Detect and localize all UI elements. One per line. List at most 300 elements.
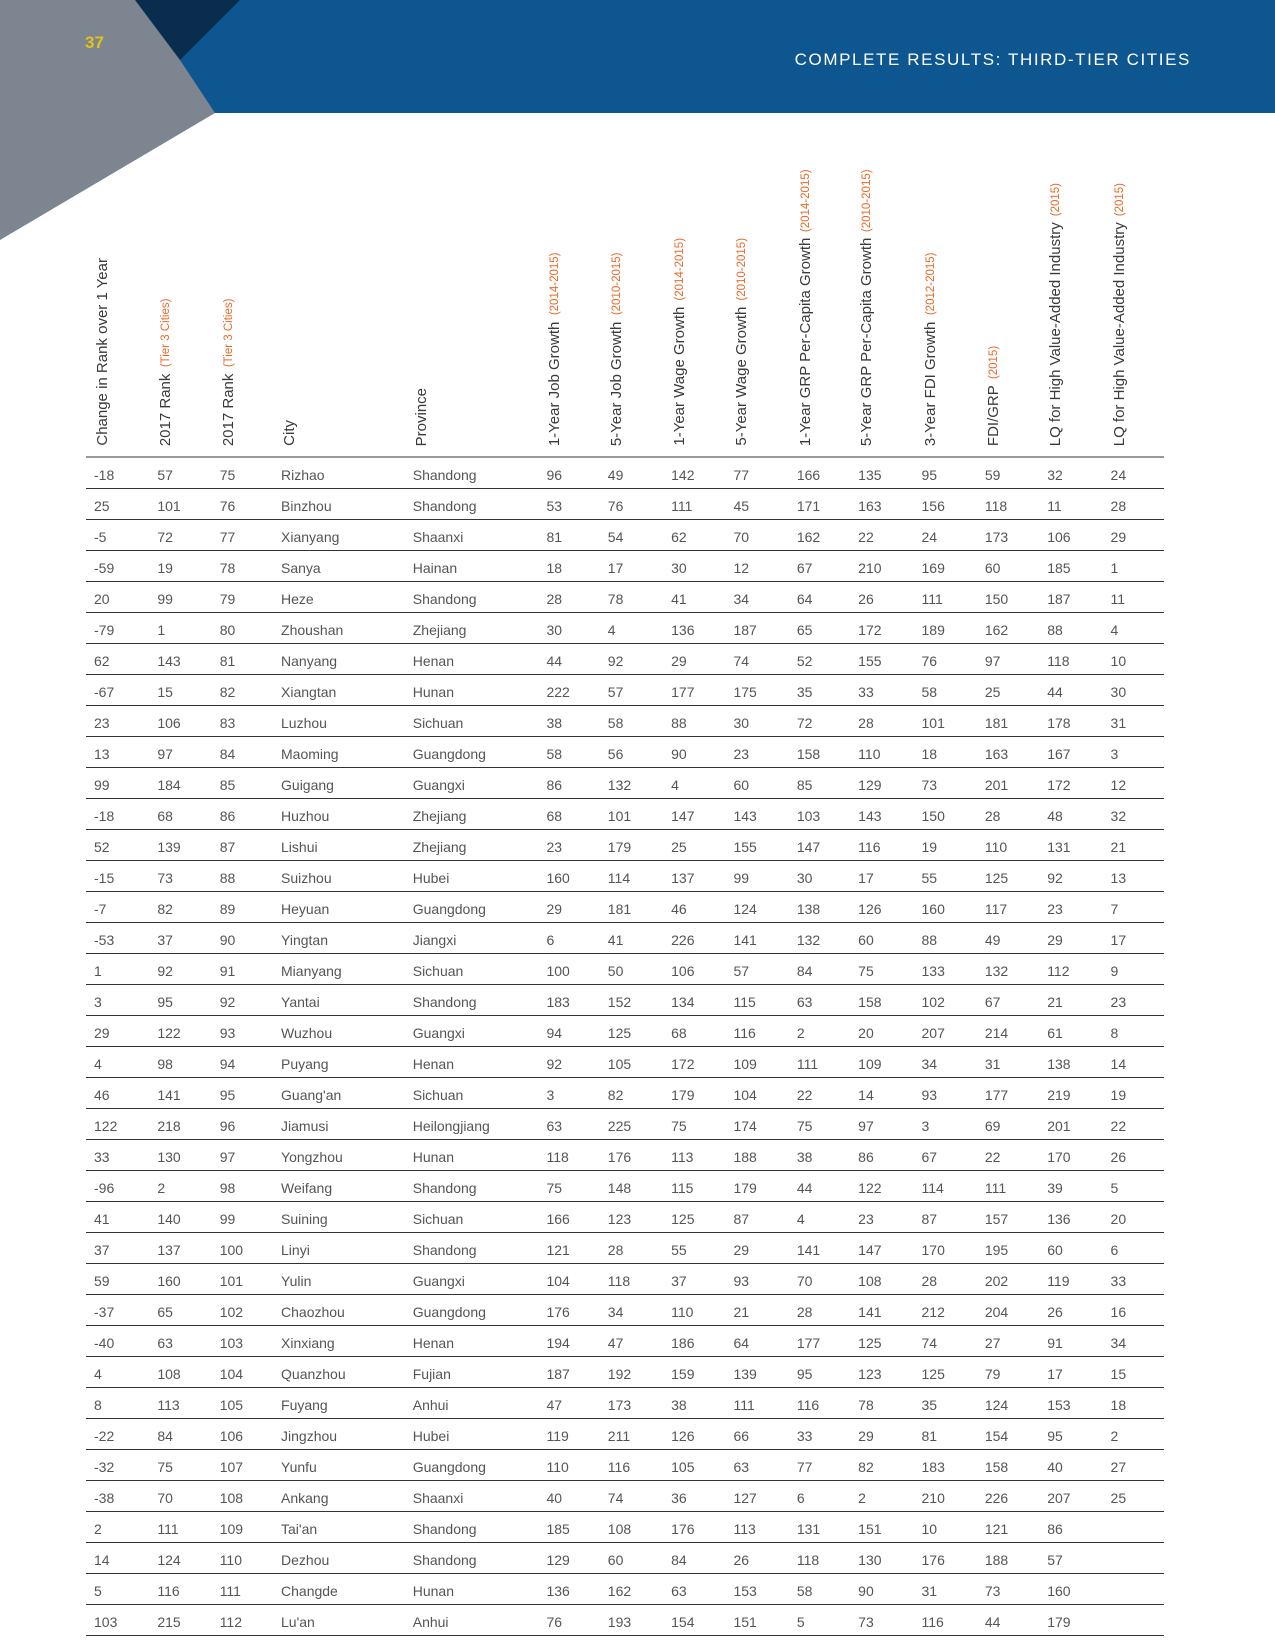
table-cell: 219 <box>1039 1078 1102 1109</box>
table-cell: 17 <box>600 551 663 582</box>
table-cell: 99 <box>149 582 211 613</box>
table-cell: 36 <box>663 1481 725 1512</box>
table-cell: 78 <box>850 1388 913 1419</box>
table-cell: 117 <box>977 892 1039 923</box>
table-cell: 84 <box>149 1419 211 1450</box>
table-cell: 25 <box>977 675 1039 706</box>
table-row <box>86 799 1164 830</box>
table-cell: 63 <box>725 1450 788 1481</box>
table-row <box>86 1295 1164 1326</box>
table-cell: Jingzhou <box>273 1419 405 1450</box>
table-cell: 166 <box>789 457 850 489</box>
table-cell: 103 <box>212 1326 273 1357</box>
table-cell: 74 <box>600 1481 663 1512</box>
table-cell: 100 <box>212 1233 273 1264</box>
table-cell: 116 <box>914 1605 977 1636</box>
table-cell: 118 <box>600 1264 663 1295</box>
table-cell: 48 <box>1039 799 1102 830</box>
table-cell: 52 <box>789 644 850 675</box>
table-cell: 106 <box>149 706 211 737</box>
table-cell: 56 <box>600 737 663 768</box>
table-cell: 64 <box>725 1326 788 1357</box>
table-cell <box>1103 1605 1164 1636</box>
table-row <box>86 675 1164 706</box>
table-cell: 186 <box>663 1326 725 1357</box>
table-cell: 84 <box>212 737 273 768</box>
table-cell: 123 <box>600 1202 663 1233</box>
table-cell: Yingtan <box>273 923 405 954</box>
column-header-label: City <box>281 420 299 446</box>
table-cell: 22 <box>977 1140 1039 1171</box>
table-cell: Shaanxi <box>405 1481 539 1512</box>
table-cell: 176 <box>914 1543 977 1574</box>
table-cell: 78 <box>600 582 663 613</box>
table-cell: 72 <box>149 520 211 551</box>
table-cell: 105 <box>663 1450 725 1481</box>
table-cell: 41 <box>86 1202 149 1233</box>
table-cell: 97 <box>149 737 211 768</box>
table-cell: 185 <box>1039 551 1102 582</box>
table-cell: 46 <box>663 892 725 923</box>
table-cell: Shaanxi <box>405 520 539 551</box>
table-cell: Guangdong <box>405 892 539 923</box>
table-cell: 28 <box>789 1295 850 1326</box>
table-cell: 37 <box>149 923 211 954</box>
table-cell: 5 <box>789 1605 850 1636</box>
table-cell: 73 <box>149 861 211 892</box>
table-cell: 160 <box>914 892 977 923</box>
table-cell: 202 <box>977 1264 1039 1295</box>
table-cell: 88 <box>1039 613 1102 644</box>
table-cell: 60 <box>600 1543 663 1574</box>
table-cell: 24 <box>1103 457 1164 489</box>
table-cell: Heyuan <box>273 892 405 923</box>
table-cell: 194 <box>538 1326 599 1357</box>
table-cell: 140 <box>149 1202 211 1233</box>
table-cell: 14 <box>850 1078 913 1109</box>
column-header <box>977 146 1039 457</box>
column-header-sublabel: (2015) <box>987 345 1000 380</box>
table-cell: 119 <box>538 1419 599 1450</box>
table-cell: 30 <box>538 613 599 644</box>
table-cell: 158 <box>789 737 850 768</box>
column-header-label: 2017 Rank <box>157 373 175 446</box>
table-cell: 116 <box>149 1574 211 1605</box>
table-row <box>86 1078 1164 1109</box>
table-cell: Shandong <box>405 1543 539 1574</box>
column-header-label: 5-Year Job Growth <box>607 321 625 446</box>
table-cell: Sichuan <box>405 1202 539 1233</box>
table-cell: 77 <box>212 520 273 551</box>
table-cell: Chaozhou <box>273 1295 405 1326</box>
table-cell: 95 <box>149 985 211 1016</box>
column-header-sublabel: (Tier 3 Cities) <box>222 298 235 368</box>
table-cell: 114 <box>600 861 663 892</box>
table-cell: 87 <box>725 1202 788 1233</box>
table-cell: 108 <box>850 1264 913 1295</box>
table-cell: 99 <box>725 861 788 892</box>
table-cell: 3 <box>1103 737 1164 768</box>
table-cell: 162 <box>789 520 850 551</box>
table-cell: 201 <box>1039 1109 1102 1140</box>
table-cell: 68 <box>538 799 599 830</box>
table-cell: 78 <box>212 551 273 582</box>
table-cell: 225 <box>600 1109 663 1140</box>
table-cell: Guangdong <box>405 1295 539 1326</box>
table-cell: 122 <box>850 1171 913 1202</box>
table-cell: 34 <box>914 1047 977 1078</box>
table-cell: 68 <box>663 1016 725 1047</box>
table-cell: 111 <box>725 1388 788 1419</box>
table-cell: 167 <box>1039 737 1102 768</box>
table-cell: Shandong <box>405 489 539 520</box>
table-cell: 154 <box>663 1605 725 1636</box>
table-cell: 93 <box>725 1264 788 1295</box>
table-cell: Hubei <box>405 861 539 892</box>
table-row <box>86 489 1164 520</box>
table-cell: Fujian <box>405 1357 539 1388</box>
table-cell: -22 <box>86 1419 149 1450</box>
table-cell: 136 <box>663 613 725 644</box>
table-cell: 91 <box>1039 1326 1102 1357</box>
table-cell: 147 <box>789 830 850 861</box>
table-cell: 38 <box>538 706 599 737</box>
table-cell: Lu'an <box>273 1605 405 1636</box>
table-row <box>86 1543 1164 1574</box>
table-cell: 126 <box>663 1419 725 1450</box>
table-cell: 64 <box>789 582 850 613</box>
table-cell: 130 <box>149 1140 211 1171</box>
table-cell: 2 <box>789 1016 850 1047</box>
table-cell: 90 <box>850 1574 913 1605</box>
column-header <box>725 146 788 457</box>
table-cell: Yunfu <box>273 1450 405 1481</box>
table-row <box>86 706 1164 737</box>
column-header-label: 1-Year Wage Growth <box>671 307 689 446</box>
table-cell: 58 <box>538 737 599 768</box>
table-cell: 93 <box>914 1078 977 1109</box>
table-cell: 141 <box>149 1078 211 1109</box>
table-cell: 172 <box>850 613 913 644</box>
table-cell: 218 <box>149 1109 211 1140</box>
table-cell: Henan <box>405 1047 539 1078</box>
table-cell: 141 <box>789 1233 850 1264</box>
table-cell: 130 <box>850 1543 913 1574</box>
table-cell: 47 <box>600 1326 663 1357</box>
table-cell: 82 <box>212 675 273 706</box>
table-cell: 26 <box>850 582 913 613</box>
table-cell: -18 <box>86 799 149 830</box>
table-cell: 14 <box>1103 1047 1164 1078</box>
table-cell: Shandong <box>405 1171 539 1202</box>
table-row <box>86 1357 1164 1388</box>
table-cell: Shandong <box>405 457 539 489</box>
table-cell: 179 <box>1039 1605 1102 1636</box>
table-cell: 14 <box>86 1543 149 1574</box>
table-cell: 2 <box>86 1512 149 1543</box>
table-cell: 87 <box>212 830 273 861</box>
table-cell: 171 <box>789 489 850 520</box>
table-cell: 111 <box>977 1171 1039 1202</box>
table-cell: Guangdong <box>405 737 539 768</box>
table-cell: 73 <box>850 1605 913 1636</box>
table-cell: 3 <box>86 985 149 1016</box>
table-cell: 44 <box>977 1605 1039 1636</box>
table-row <box>86 892 1164 923</box>
table-cell: 201 <box>977 768 1039 799</box>
table-cell: 10 <box>1103 644 1164 675</box>
column-header-label: Change in Rank over 1 Year <box>94 258 111 446</box>
table-cell: 33 <box>1103 1264 1164 1295</box>
table-cell: Henan <box>405 644 539 675</box>
table-cell: -67 <box>86 675 149 706</box>
table-cell: Hunan <box>405 675 539 706</box>
column-header-sublabel: (2014-2015) <box>799 168 812 232</box>
table-cell: 99 <box>212 1202 273 1233</box>
table-cell: 106 <box>212 1419 273 1450</box>
table-cell: Zhejiang <box>405 613 539 644</box>
table-cell: 97 <box>977 644 1039 675</box>
table-cell: 23 <box>538 830 599 861</box>
table-cell: 121 <box>977 1512 1039 1543</box>
table-cell: 38 <box>663 1388 725 1419</box>
table-cell: -5 <box>86 520 149 551</box>
table-cell: 58 <box>789 1574 850 1605</box>
table-cell: 127 <box>725 1481 788 1512</box>
table-cell: Yantai <box>273 985 405 1016</box>
table-row <box>86 1140 1164 1171</box>
table-cell: Fuyang <box>273 1388 405 1419</box>
table-cell: -59 <box>86 551 149 582</box>
column-header-label: FDI/GRP <box>984 385 1002 446</box>
table-cell: 156 <box>914 489 977 520</box>
table-row <box>86 1481 1164 1512</box>
table-cell: Mianyang <box>273 954 405 985</box>
table-cell: 49 <box>600 457 663 489</box>
column-header-label: 1-Year GRP Per-Capita Growth <box>796 237 814 446</box>
table-cell: Shandong <box>405 985 539 1016</box>
table-cell: 20 <box>86 582 149 613</box>
table-cell: 4 <box>1103 613 1164 644</box>
table-cell: 1 <box>86 954 149 985</box>
table-cell: Sichuan <box>405 706 539 737</box>
table-cell: 17 <box>1039 1357 1102 1388</box>
table-cell: 137 <box>663 861 725 892</box>
table-cell: 60 <box>725 768 788 799</box>
table-row <box>86 1233 1164 1264</box>
table-cell: 44 <box>538 644 599 675</box>
table-cell: 8 <box>86 1388 149 1419</box>
table-cell: Sichuan <box>405 954 539 985</box>
table-cell: 137 <box>149 1233 211 1264</box>
table-cell: 187 <box>1039 582 1102 613</box>
table-cell: 20 <box>1103 1202 1164 1233</box>
table-cell: 74 <box>725 644 788 675</box>
table-cell: 72 <box>789 706 850 737</box>
table-cell: Suizhou <box>273 861 405 892</box>
table-cell: Shandong <box>405 1512 539 1543</box>
column-header-label: 3-Year FDI Growth <box>921 321 939 446</box>
table-cell: Tai'an <box>273 1512 405 1543</box>
table-cell: -53 <box>86 923 149 954</box>
table-cell: 77 <box>789 1450 850 1481</box>
table-cell: 189 <box>914 613 977 644</box>
table-row <box>86 457 1164 489</box>
table-row <box>86 644 1164 675</box>
table-cell: Sanya <box>273 551 405 582</box>
table-cell: 132 <box>600 768 663 799</box>
table-cell: 226 <box>977 1481 1039 1512</box>
table-cell: 109 <box>725 1047 788 1078</box>
table-cell: 118 <box>538 1140 599 1171</box>
column-header <box>273 146 405 457</box>
table-cell: 155 <box>725 830 788 861</box>
table-cell: 41 <box>600 923 663 954</box>
table-cell: 7 <box>1103 892 1164 923</box>
table-cell: 11 <box>1103 582 1164 613</box>
column-header-sublabel: (2015) <box>1113 182 1126 216</box>
column-header <box>1039 146 1102 457</box>
table-cell: 81 <box>212 644 273 675</box>
table-row <box>86 861 1164 892</box>
table-cell: 2 <box>850 1481 913 1512</box>
table-cell: 95 <box>1039 1419 1102 1450</box>
table-cell: Hainan <box>405 551 539 582</box>
table-cell: 4 <box>86 1357 149 1388</box>
table-cell: 96 <box>538 457 599 489</box>
table-cell: 174 <box>725 1109 788 1140</box>
table-cell: 112 <box>212 1605 273 1636</box>
table-cell: 10 <box>914 1512 977 1543</box>
table-cell: 222 <box>538 675 599 706</box>
table-cell: 125 <box>977 861 1039 892</box>
table-cell: 163 <box>850 489 913 520</box>
table-cell: Weifang <box>273 1171 405 1202</box>
table-cell: 25 <box>1103 1481 1164 1512</box>
table-cell: 101 <box>149 489 211 520</box>
table-cell: 25 <box>86 489 149 520</box>
table-cell: 24 <box>914 520 977 551</box>
table-cell: 170 <box>914 1233 977 1264</box>
table-cell: 138 <box>789 892 850 923</box>
column-header-sublabel: (2014-2015) <box>674 238 687 302</box>
table-cell: 166 <box>538 1202 599 1233</box>
table-cell: 29 <box>725 1233 788 1264</box>
table-cell: 123 <box>850 1357 913 1388</box>
table-cell: 121 <box>538 1233 599 1264</box>
table-cell: 195 <box>977 1233 1039 1264</box>
table-cell: 52 <box>86 830 149 861</box>
table-cell: 34 <box>725 582 788 613</box>
table-cell: 85 <box>212 768 273 799</box>
table-cell: 154 <box>977 1419 1039 1450</box>
table-cell: 187 <box>538 1357 599 1388</box>
table-cell: 212 <box>914 1295 977 1326</box>
table-cell: 86 <box>212 799 273 830</box>
table-cell: 19 <box>1103 1078 1164 1109</box>
table-cell: 6 <box>538 923 599 954</box>
table-cell: -96 <box>86 1171 149 1202</box>
table-cell: 155 <box>850 644 913 675</box>
table-cell: 125 <box>850 1326 913 1357</box>
table-cell: Puyang <box>273 1047 405 1078</box>
table-cell: 65 <box>789 613 850 644</box>
table-cell: 192 <box>600 1357 663 1388</box>
table-cell: 33 <box>789 1419 850 1450</box>
table-cell: 111 <box>789 1047 850 1078</box>
table-cell: 136 <box>1039 1202 1102 1233</box>
table-cell: 33 <box>850 675 913 706</box>
table-cell: 28 <box>600 1233 663 1264</box>
table-cell: 67 <box>789 551 850 582</box>
table-cell: 111 <box>663 489 725 520</box>
table-cell: 76 <box>538 1605 599 1636</box>
table-cell: 103 <box>86 1605 149 1636</box>
table-cell: 134 <box>663 985 725 1016</box>
table-cell: 69 <box>977 1109 1039 1140</box>
table-cell: 19 <box>914 830 977 861</box>
table-cell: 23 <box>850 1202 913 1233</box>
table-cell: 77 <box>725 457 788 489</box>
table-cell: 16 <box>1103 1295 1164 1326</box>
table-cell: 6 <box>789 1481 850 1512</box>
table-cell: 129 <box>538 1543 599 1574</box>
table-cell: 81 <box>914 1419 977 1450</box>
table-cell: 63 <box>789 985 850 1016</box>
table-cell: 92 <box>212 985 273 1016</box>
table-cell: 177 <box>789 1326 850 1357</box>
column-header <box>914 146 977 457</box>
table-cell: 176 <box>538 1295 599 1326</box>
table-cell: 210 <box>850 551 913 582</box>
table-row <box>86 985 1164 1016</box>
table-cell: 28 <box>1103 489 1164 520</box>
table-row <box>86 1419 1164 1450</box>
table-cell: 60 <box>850 923 913 954</box>
table-cell: 116 <box>600 1450 663 1481</box>
table-cell: 57 <box>1039 1543 1102 1574</box>
table-cell: Xinxiang <box>273 1326 405 1357</box>
table-cell: 13 <box>86 737 149 768</box>
table-cell: 31 <box>977 1047 1039 1078</box>
column-header <box>212 146 273 457</box>
table-cell: 138 <box>1039 1047 1102 1078</box>
table-cell: 132 <box>977 954 1039 985</box>
table-cell: 79 <box>977 1357 1039 1388</box>
table-cell: 116 <box>725 1016 788 1047</box>
table-cell: 38 <box>789 1140 850 1171</box>
table-cell: 122 <box>86 1109 149 1140</box>
table-cell: 62 <box>86 644 149 675</box>
table-cell: 95 <box>914 457 977 489</box>
table-cell: 159 <box>663 1357 725 1388</box>
table-cell: 104 <box>725 1078 788 1109</box>
table-cell: 101 <box>600 799 663 830</box>
table-cell: 28 <box>850 706 913 737</box>
table-cell: 99 <box>86 768 149 799</box>
column-header <box>663 146 725 457</box>
table-cell: Suining <box>273 1202 405 1233</box>
table-cell: 75 <box>212 457 273 489</box>
page-title: COMPLETE RESULTS: THIRD-TIER CITIES <box>794 50 1191 69</box>
table-row <box>86 768 1164 799</box>
table-cell: 104 <box>212 1357 273 1388</box>
table-row <box>86 551 1164 582</box>
table-cell: 114 <box>914 1171 977 1202</box>
table-cell: Zhejiang <box>405 830 539 861</box>
column-header <box>600 146 663 457</box>
page-number: 37 <box>85 33 104 52</box>
